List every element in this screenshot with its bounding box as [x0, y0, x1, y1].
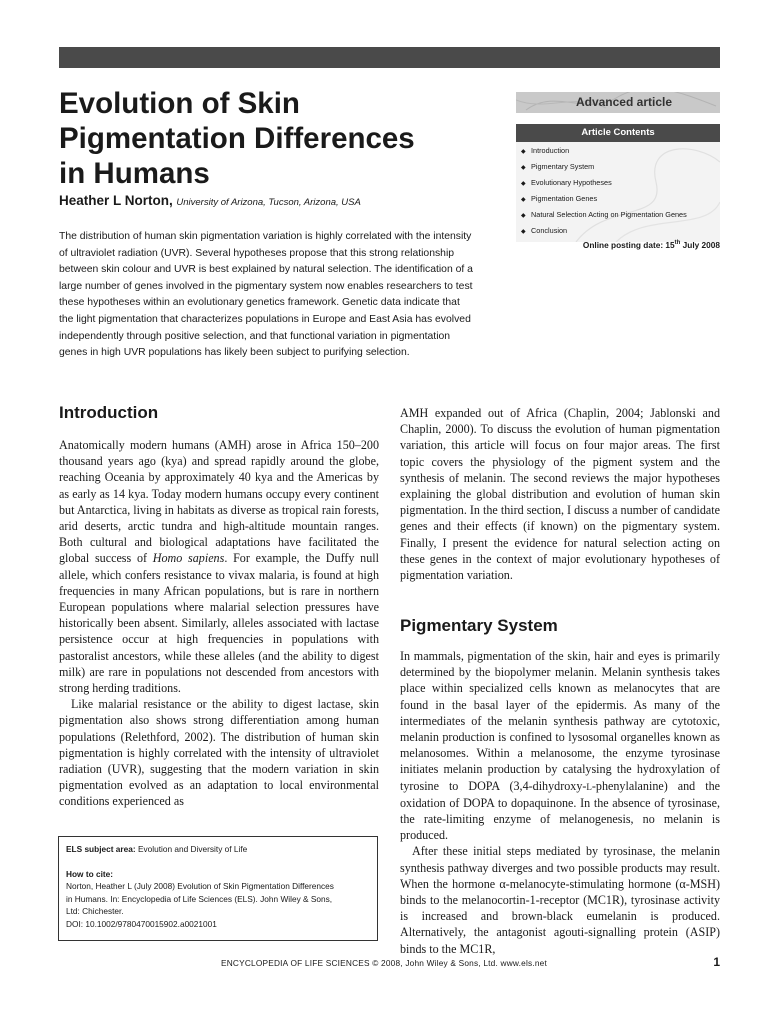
citation-line: Ltd: Chichester.: [66, 906, 124, 916]
contents-item-pigmentation-genes[interactable]: ◆ Pigmentation Genes: [521, 194, 598, 203]
citation-line: in Humans. In: Encyclopedia of Life Sciences (ELS). John Wiley & Sons,: [66, 893, 333, 904]
paragraph: Anatomically modern humans (AMH) arose in Africa 150–200 thousand years ago (kya) and spread rapidly around the globe, reaching Oceania by approximately 40 kya and the Americas by as early as 14 kya. Today modern humans occupy every continent but Antarctica, living in habitats as diverse as tropical rain forests, arid deserts, arctic tundra and high-altitude mountain ranges. Both cultural and biological adaptations have facilitated the global success of Homo sapiens. For example, the Duffy null allele, which confers resistance to vivax malaria, is found at high frequencies in many African populations, but is rare in northern European populations where malarial selection pressures have historically been absent. Similarly, alleles associated with lactase persistence occur at high frequencies in populations with pastoralist ancestors, while these alleles (and the ability to digest milk) are rare in populations not descended from ancestors with strong herding traditions.: [59, 438, 379, 696]
subject-area: ELS subject area: Evolution and Diversity of Life: [66, 844, 248, 854]
contents-item-introduction[interactable]: ◆ Introduction: [521, 146, 570, 155]
citation-line: Norton, Heather L (July 2008) Evolution of Skin Pigmentation Differences: [66, 881, 334, 891]
doi-link[interactable]: DOI: 10.1002/9780470015902.a0021001: [66, 918, 217, 929]
abstract: The distribution of human skin pigmentation variation is highly correlated with the intensity of ultraviolet radiation (UVR). Several hypotheses propose that this strong relationship between skin colour and UVR is best explained by natural selection. The identification of a large number of genes involved in the pigmentary system now enables researchers to test these hypotheses within an evolutionary genetics framework. Genetic data indicate that the light pigmentation that characterizes populations in Europe and East Asia has evolved independently through positive selection, and that functional variation in pigmentation genes in high UVR populations has likely been subject to purifying selection.: [59, 231, 473, 359]
article-title: [59, 86, 499, 191]
paragraph: After these initial steps mediated by tyrosinase, the melanin synthesis pathway diverges and two possible products may result. When the hormone α-melanocyte-stimulating hormone (α-MSH) binds to the melanocortin-1-receptor (MC1R), tyrosinase activity is increased and brown-black eumelanin is produced. Alternatively, the antagonist agouti-signalling protein (ASIP) binds to the MC1R,: [400, 844, 720, 956]
article-contents-list: [516, 142, 720, 242]
author-line: [59, 193, 509, 208]
bullet-icon: ◆: [521, 197, 526, 203]
paragraph: AMH expanded out of Africa (Chaplin, 2004; Jablonski and Chaplin, 2000). To discuss the evolution of human pigmentation variation, this article will focus on four major areas. The first topic covers the physiology of the pigment system and the synthesis of melanin. The second reviews the major hypotheses explaining the global distribution and evolution of human skin pigmentation. In the third section, I discuss a number of candidate genes and their effects (if known) on the pigmentary system. Finally, I present the evidence for natural selection acting on these genes in the context of major evolutionary hypotheses of pigmentation variation.: [400, 406, 720, 583]
bullet-icon: ◆: [521, 213, 526, 219]
bullet-icon: ◆: [521, 229, 526, 235]
contents-item-conclusion[interactable]: ◆ Conclusion: [521, 226, 568, 235]
contents-header: [516, 124, 720, 142]
section-heading-introduction: Introduction: [59, 403, 159, 422]
contents-title: Article Contents: [581, 127, 655, 138]
author-name: Heather L Norton,: [59, 193, 173, 208]
bullet-icon: ◆: [521, 181, 526, 187]
paragraph: In mammals, pigmentation of the skin, hair and eyes is primarily determined by the biopolymer melanin. Melanin synthesis takes place within specialized cells known as melanocytes that are found in the basal layer of the epidermis. As many of the intermediates of the melanin synthesis pathway are cytotoxic, melanin production is confined to lysosomal organelles known as melanosomes. Within a melanosome, the enzyme tyrosinase initiates melanin production by catalysing the hydroxylation of tyrosine to DOPA (3,4-dihydroxy-L-phenylalanine) and the oxidation of DOPA to dopaquinone. In the absence of tyrosinase, the rate-limiting enzyme of melanogenesis, no melanin is produced.: [400, 649, 720, 843]
bullet-icon: ◆: [521, 165, 526, 171]
title-line: Pigmentation Differences: [59, 122, 415, 155]
introduction-body-continued: [400, 405, 720, 583]
how-to-cite-label: How to cite:: [66, 868, 114, 879]
title-line: Evolution of Skin: [59, 87, 300, 120]
section-heading-pigmentary-system: Pigmentary System: [400, 616, 558, 635]
contents-item-natural-selection[interactable]: ◆ Natural Selection Acting on Pigmentation Genes: [521, 210, 687, 219]
contents-item-pigmentary-system[interactable]: ◆ Pigmentary System: [521, 162, 595, 171]
article-type-label: Advanced article: [575, 95, 672, 109]
author-affiliation: University of Arizona, Tucson, Arizona, USA: [176, 197, 361, 208]
paragraph: Like malarial resistance or the ability to digest lactase, skin pigmentation also shows strong differentiation among human populations (Relethford, 2002). The distribution of human skin pigmentation is highly correlated with the intensity of ultraviolet radiation (UVR), suggesting that the modern variation in skin pigmentation evolved as an adaptation to local environmental conditions experienced as: [59, 697, 379, 809]
title-line: in Humans: [59, 157, 210, 190]
page-footer: ENCYCLOPEDIA OF LIFE SCIENCES © 2008, John Wiley & Sons, Ltd. www.els.net: [221, 958, 547, 968]
posting-date: Online posting date: 15th July 2008: [582, 240, 720, 250]
introduction-body: [59, 437, 379, 810]
contents-item-evolutionary-hypotheses[interactable]: ◆ Evolutionary Hypotheses: [521, 178, 612, 187]
article-type-banner: [516, 92, 720, 113]
bullet-icon: ◆: [521, 149, 526, 155]
pigmentary-system-body: [400, 648, 720, 957]
page-number: 1: [713, 955, 720, 969]
citation-box: [58, 836, 378, 941]
header-bar: [59, 47, 720, 68]
